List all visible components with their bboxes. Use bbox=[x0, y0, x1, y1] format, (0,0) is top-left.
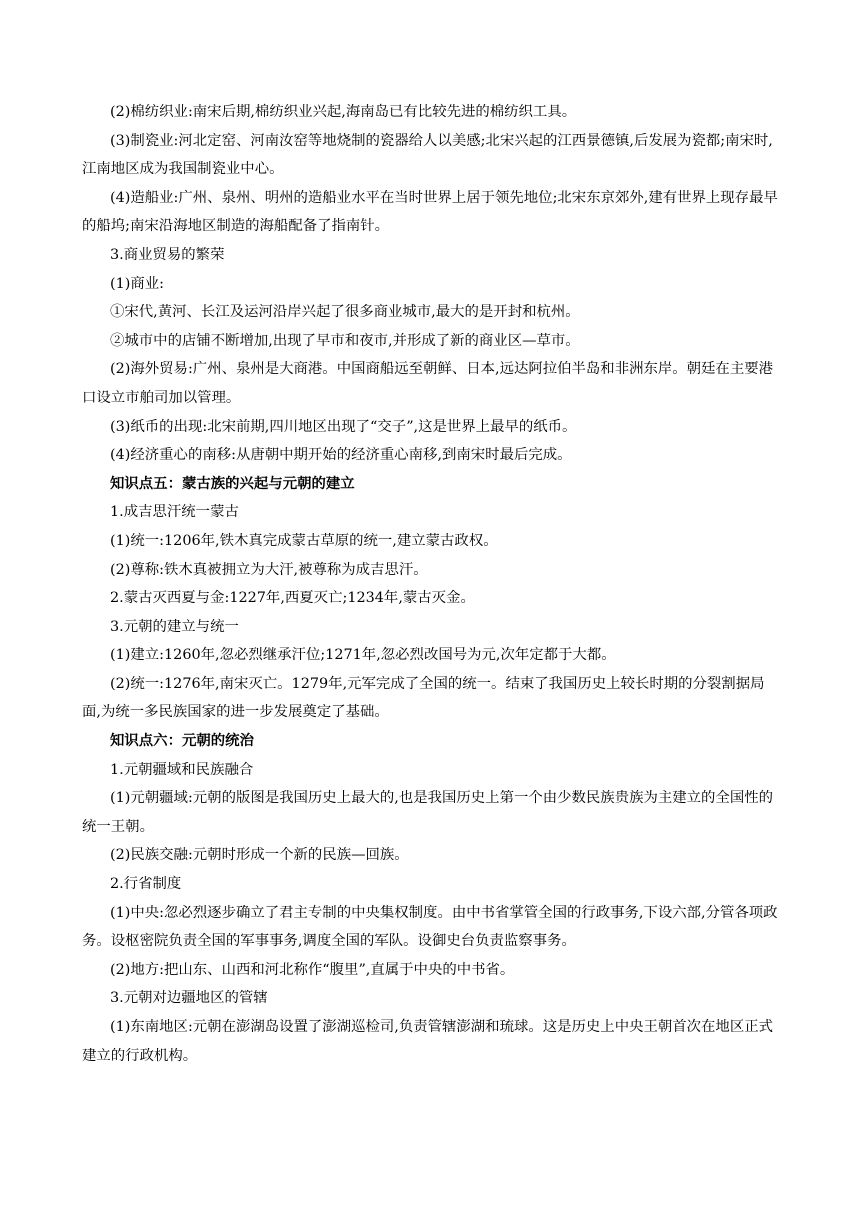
paragraph: 2.蒙古灭西夏与金:1227年,西夏灭亡;1234年,蒙古灭金。 bbox=[110, 590, 475, 607]
paragraph: ②城市中的店铺不断增加,出现了早市和夜市,并形成了新的商业区—草市。 bbox=[110, 332, 580, 349]
paragraph: (3)制瓷业:河北定窑、河南汝窑等地烧制的瓷器给人以美感;北宋兴起的江西景德镇,后发展为瓷都;南宋时,江南地区成为我国制瓷业中心。 bbox=[82, 132, 773, 178]
section-heading: 知识点六：元朝的统治 bbox=[110, 733, 254, 750]
paragraph: (2)尊称:铁木真被拥立为大汗,被尊称为成吉思汗。 bbox=[110, 561, 428, 578]
paragraph: (1)商业: bbox=[110, 275, 165, 292]
paragraph: 1.元朝疆域和民族融合 bbox=[110, 761, 254, 778]
paragraph: 2.行省制度 bbox=[110, 876, 182, 893]
paragraph: (4)造船业:广州、泉州、明州的造船业水平在当时世界上居于领先地位;北宋东京郊外,建有世界上现存最早的船坞;南宋沿海地区制造的海船配备了指南针。 bbox=[82, 189, 778, 235]
paragraph: 1.成吉思汗统一蒙古 bbox=[110, 504, 239, 521]
paragraph: ①宋代,黄河、长江及运河沿岸兴起了很多商业城市,最大的是开封和杭州。 bbox=[110, 304, 580, 321]
paragraph: (1)统一:1206年,铁木真完成蒙古草原的统一,建立蒙古政权。 bbox=[110, 532, 498, 549]
paragraph: (2)民族交融:元朝时形成一个新的民族—回族。 bbox=[110, 847, 409, 864]
paragraph: (1)东南地区:元朝在澎湖岛设置了澎湖巡检司,负责管辖澎湖和琉球。这是历史上中央王朝首次在地区正式建立的行政机构。 bbox=[82, 1019, 773, 1064]
paragraph: (2)棉纺织业:南宋后期,棉纺织业兴起,海南岛已有比较先进的棉纺织工具。 bbox=[110, 104, 577, 120]
paragraph: (1)建立:1260年,忽必烈继承汗位;1271年,忽必烈改国号为元,次年定都于大都。 bbox=[110, 647, 616, 664]
paragraph: (4)经济重心的南移:从唐朝中期开始的经济重心南移,到南宋时最后完成。 bbox=[110, 447, 572, 464]
document-body bbox=[82, 98, 782, 1070]
paragraph: (2)统一:1276年,南宋灭亡。1279年,元军完成了全国的统一。结束了我国历史上较长时期的分裂割据局面,为统一多民族国家的进一步发展奠定了基础。 bbox=[82, 675, 765, 721]
paragraph: (2)地方:把山东、山西和河北称作“腹里”,直属于中央的中书省。 bbox=[110, 961, 515, 978]
paragraph: (2)海外贸易:广州、泉州是大商港。中国商船远至朝鲜、日本,远达阿拉伯半岛和非洲东岸。朝廷在主要港口设立市舶司加以管理。 bbox=[82, 361, 773, 406]
paragraph: 3.元朝的建立与统一 bbox=[110, 618, 239, 635]
section-heading: 知识点五：蒙古族的兴起与元朝的建立 bbox=[110, 475, 355, 492]
paragraph: (1)中央:忽必烈逐步确立了君主专制的中央集权制度。由中书省掌管全国的行政事务,下设六部,分管各项政务。设枢密院负责全国的军事事务,调度全国的军队。设御史台负责监察事务。 bbox=[82, 904, 778, 950]
paragraph: 3.商业贸易的繁荣 bbox=[110, 246, 225, 263]
paragraph: (1)元朝疆域:元朝的版图是我国历史上最大的,也是我国历史上第一个由少数民族贵族为主建立的全国性的统一王朝。 bbox=[82, 790, 773, 835]
paragraph: (3)纸币的出现:北宋前期,四川地区出现了“交子”,这是世界上最早的纸币。 bbox=[110, 418, 577, 435]
paragraph: 3.元朝对边疆地区的管辖 bbox=[110, 990, 268, 1007]
